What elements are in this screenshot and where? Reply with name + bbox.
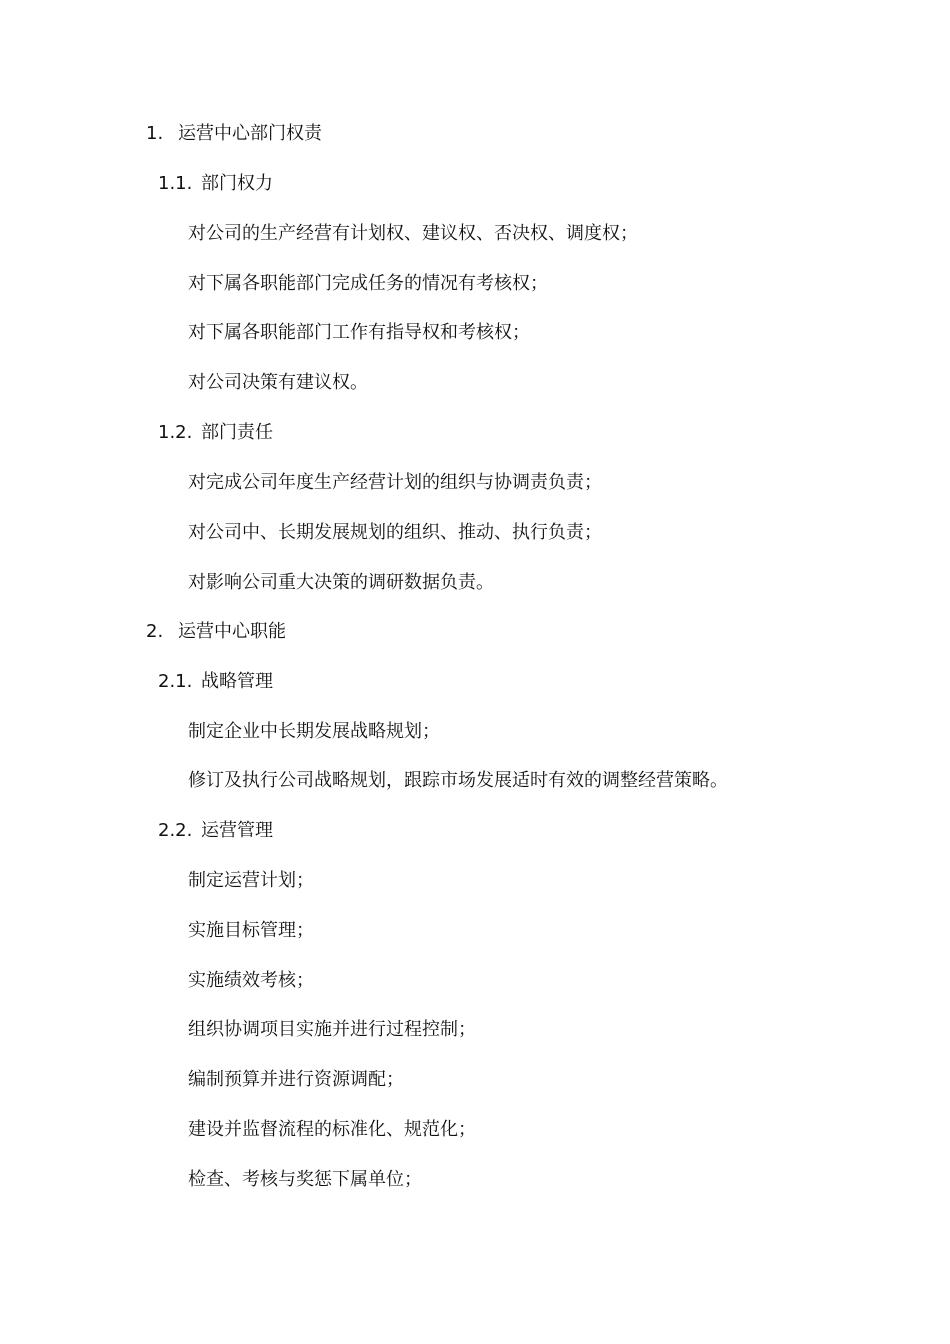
section-title: 运营中心部门权责	[178, 123, 322, 144]
subsection-title: 部门权力	[201, 173, 273, 194]
section-number: 2.	[146, 621, 164, 642]
list-item: 对下属各职能部门完成任务的情况有考核权；	[188, 273, 548, 294]
subsection-title: 战略管理	[201, 671, 273, 692]
list-item: 编制预算并进行资源调配；	[188, 1069, 404, 1090]
section-number: 1.	[146, 123, 164, 144]
subsection-number: 1.2.	[158, 422, 193, 443]
list-item: 对影响公司重大决策的调研数据负责。	[188, 572, 494, 593]
list-item: 实施绩效考核；	[188, 970, 314, 991]
list-item: 对公司中、长期发展规划的组织、推动、执行负责；	[188, 522, 602, 543]
subsection-number: 1.1.	[158, 173, 193, 194]
list-item: 实施目标管理；	[188, 920, 314, 941]
section-title: 运营中心职能	[178, 621, 286, 642]
list-item: 检查、考核与奖惩下属单位；	[188, 1169, 422, 1190]
subsection-title: 运营管理	[201, 820, 273, 841]
subsection-number: 2.1.	[158, 671, 193, 692]
list-item: 对完成公司年度生产经营计划的组织与协调责负责；	[188, 472, 602, 493]
list-item: 组织协调项目实施并进行过程控制；	[188, 1019, 476, 1040]
list-item: 对公司决策有建议权。	[188, 372, 368, 393]
list-item: 对下属各职能部门工作有指导权和考核权；	[188, 322, 530, 343]
list-item: 制定运营计划；	[188, 870, 314, 891]
subsection-title: 部门责任	[201, 422, 273, 443]
list-item: 建设并监督流程的标准化、规范化；	[188, 1119, 476, 1140]
list-item: 修订及执行公司战略规划，跟踪市场发展适时有效的调整经营策略。	[188, 770, 728, 791]
list-item: 制定企业中长期发展战略规划；	[188, 721, 440, 742]
list-item: 对公司的生产经营有计划权、建议权、否决权、调度权；	[188, 223, 638, 244]
subsection-number: 2.2.	[158, 820, 193, 841]
